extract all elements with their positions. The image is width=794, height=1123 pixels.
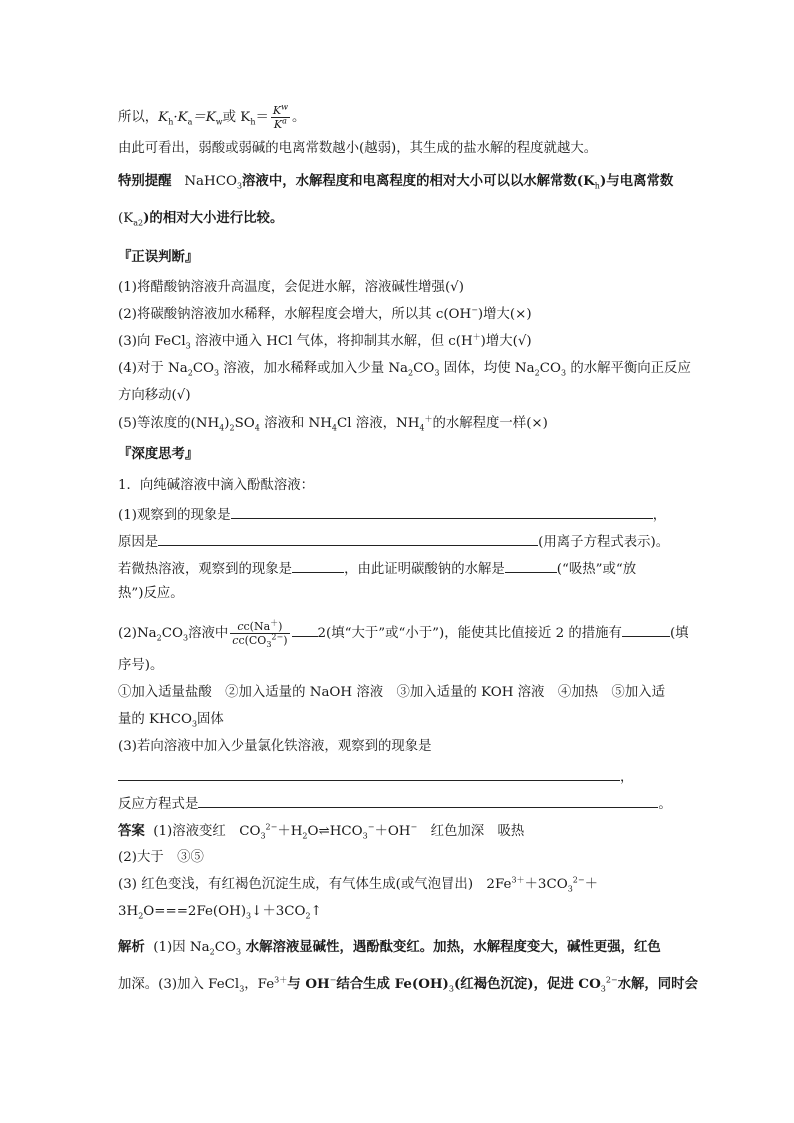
conclusion-line: 由此可看出，弱酸或弱碱的电离常数越小(越弱)，其生成的盐水解的程度就越大。 — [118, 141, 598, 156]
text: 溶液中通入 HCl 气体，将抑制其水解，但 c(H — [190, 334, 473, 349]
question-2: $(2)Na_2CO_3$溶液中 $\frac{cc(Na^+)}{cc(CO_3^{2-})}$ 2(填“大于”或“小于”)，能使其比值接近 2 的措施有 (填 — [118, 618, 689, 650]
text: 溶液中，水解程度和电离程度的相对大小可以以水解常数(K — [242, 173, 595, 189]
options-line-1: ①加入适量盐酸 ②加入适量的 NaOH 溶液 ③加入适量的 KOH 溶液 ④加热 ⑤加入适 — [118, 685, 665, 700]
text: ，由此证明碳酸钠的水解是 — [344, 562, 505, 577]
question-1-3 — [118, 558, 636, 579]
text: )增大(×) — [477, 307, 532, 322]
text: 若微热溶液，观察到的现象是 — [118, 562, 293, 577]
text: CO — [161, 626, 183, 641]
answer-line-2: (2)大于 ③⑤ — [118, 850, 204, 865]
answer-line-1: 答案 (1)溶液变红 $CO_3^{2-}+H_2O\rightleftharpoons HCO_3^-+OH^-$ 红色加深 吸热 — [118, 822, 525, 841]
text: (2)Na — [118, 626, 157, 641]
section-deep-thinking-title: 『深度思考』 — [118, 446, 199, 462]
explanation-line-1: 解析 (1)因 $Na_2CO_3$ 水解溶液显碱性，遇酚酞变红。加热，水解程度变大，碱性更强，红色 — [118, 939, 661, 957]
text: 溶液和 NH — [259, 416, 332, 431]
tip-label: 特别提醒 — [118, 173, 172, 189]
text: (K — [118, 211, 134, 226]
answer-blank[interactable] — [292, 558, 344, 573]
text: (3)向 FeCl — [118, 334, 186, 349]
question-2-cont: 序号)。 — [118, 658, 164, 673]
judgment-4-cont: 方向移动(√) — [118, 388, 191, 403]
answer-blank[interactable] — [198, 793, 658, 808]
text: ＋ — [584, 877, 598, 892]
section-judgment-title: 『正误判断』 — [118, 249, 199, 265]
answer-blank[interactable] — [118, 766, 620, 781]
text: ＋OH — [374, 824, 411, 839]
text: ，Fe — [244, 977, 275, 992]
explanation-label: 解析 — [118, 939, 145, 955]
text: 。 — [658, 797, 672, 812]
text: (红褐色沉淀)，促进 CO — [453, 976, 601, 992]
text: CO — [192, 361, 215, 376]
text: (1)因 Na — [153, 940, 210, 955]
text: Cl 溶液，NH — [337, 416, 420, 431]
answer-line-3: (3) 红色变浅，有红褐色沉淀生成，有气体生成(或气泡冒出) $2Fe^{3+}+3CO_3^{2-}+$ — [118, 875, 598, 894]
text: 3H — [118, 904, 139, 919]
text: (1)观察到的现象是 — [118, 508, 231, 523]
text: (2)将碳酸钠溶液加水稀释，水解程度会增大，所以其 c(OH — [118, 307, 472, 322]
judgment-5: (5)等浓度的$(NH_4)_2SO_4$ 溶液和 $NH_4Cl$ 溶液，$NH_4^+$的水解程度一样(×) — [118, 414, 548, 433]
text: 加深。(3)加入 FeCl — [118, 977, 240, 992]
fraction-na-co3: $\frac{cc(Na^+)}{cc(CO_3^{2-})}$ — [232, 618, 288, 650]
text: ＋3CO — [524, 877, 568, 892]
text: 结合生成 Fe(OH) — [336, 976, 449, 992]
text: ， — [652, 508, 667, 523]
text: )与电离常数 — [599, 173, 674, 189]
text: ↑ — [310, 904, 322, 919]
question-1-4: 热”)反应。 — [118, 586, 184, 601]
question-1-1 — [118, 504, 666, 525]
text: 水解溶液显碱性，遇酚酞变红。加热，水解程度变大，碱性更强，红色 — [241, 939, 661, 955]
text: SO — [234, 416, 255, 431]
text: 与 OH — [287, 976, 330, 992]
text: 或 K — [222, 110, 251, 125]
text: CO — [539, 361, 561, 376]
text: 溶液中 — [188, 626, 229, 641]
question-3-equation — [118, 793, 672, 814]
options-line-2: 量的 $KHCO_3$固体 — [118, 712, 224, 729]
text: CO — [214, 940, 236, 955]
text: (4)对于 Na — [118, 361, 188, 376]
text: O===2Fe(OH) — [143, 904, 247, 919]
text: CO — [413, 361, 435, 376]
text: (5)等浓度的(NH — [118, 416, 220, 431]
explanation-line-2: 加深。(3)加入 FeCl$_3$，$Fe^{3+}$与 OH−结合生成 $Fe(OH)_3$(红褐色沉淀)，促进 $CO_3^{2-}$水解，同时会 — [118, 975, 698, 994]
text: (用离子方程式表示)。 — [538, 535, 670, 550]
text: ·K — [173, 110, 188, 125]
judgment-3: (3)向 FeCl$_3$ 溶液中通入 HCl 气体，将抑制其水解，但 c(H＋)增大(√) — [118, 332, 532, 351]
tip-line-2: $(K_{a2})$的相对大小进行比较。 — [118, 210, 284, 228]
text: HCO — [329, 824, 363, 839]
answer-blank[interactable] — [505, 558, 557, 573]
text: ) — [224, 416, 230, 431]
text: (“吸热”或“放 — [556, 562, 637, 577]
text: c(CO — [238, 634, 267, 647]
text: ＝ — [255, 110, 269, 125]
text: 反应方程式是 — [118, 797, 199, 812]
text: 所以， — [118, 110, 159, 125]
text: 量的 KHCO — [118, 712, 192, 727]
text: 的水解平衡向正反应 — [566, 361, 691, 376]
judgment-4: (4)对于 $Na_2CO_3$ 溶液，加水稀释或加入少量 $Na_2CO_3$ 固体，均使 $Na_2CO_3$ 的水解平衡向正反应 — [118, 361, 691, 378]
fraction-kw-ka: $\frac{K^w}{K^a}$ — [272, 102, 288, 131]
question-3: (3)若向溶液中加入少量氯化铁溶液，观察到的现象是 — [118, 739, 432, 754]
text: 固体 — [197, 712, 224, 727]
text: ↓＋3CO — [251, 904, 306, 919]
text: (3) 红色变浅，有红褐色沉淀生成，有气体生成(或气泡冒出) 2Fe — [118, 877, 512, 892]
judgment-2: (2)将碳酸钠溶液加水稀释，水解程度会增大，所以其 c(OH−)增大(×) — [118, 305, 532, 322]
text: ＝K — [192, 110, 216, 125]
text: c(Na — [243, 620, 271, 633]
text: 溶液，加水稀释或加入少量 Na — [219, 361, 409, 376]
text: )增大(√) — [480, 334, 532, 349]
question-3-blank-line — [118, 766, 633, 787]
answer-label: 答案 — [118, 823, 145, 839]
text: (填 — [669, 626, 689, 641]
text: K — [158, 110, 169, 125]
answer-blank[interactable] — [622, 622, 670, 637]
text: 的水解程度一样(×) — [432, 416, 548, 431]
text: ， — [620, 770, 634, 785]
formula-line: 所以，$K_h\cdot K_a=K_w$或 $K_h=$ $\frac{K^w}{K^a}$ 。 — [118, 102, 306, 131]
text: 水解，同时会 — [617, 976, 698, 992]
question-1: 1．向纯碱溶液中滴入酚酞溶液： — [118, 478, 314, 493]
text: 原因是 — [118, 535, 159, 550]
answer-blank[interactable] — [231, 504, 653, 519]
text: (1)溶液变红 CO — [153, 824, 261, 839]
text: O — [307, 824, 319, 839]
text: 固体，均使 Na — [439, 361, 535, 376]
text: K — [273, 118, 283, 131]
text: )的相对大小进行比较。 — [143, 210, 284, 226]
question-1-2 — [118, 531, 669, 552]
text: 红色加深 吸热 — [417, 824, 525, 839]
tip-line-1: 特别提醒 NaHCO$_3$溶液中，水解程度和电离程度的相对大小可以以水解常数$(K_h)$与电离常数 — [118, 173, 674, 191]
answer-line-4: $3H_2O===2Fe(OH)_3↓+3CO_2↑$ — [118, 904, 322, 921]
text: 。 — [291, 110, 306, 125]
answer-blank[interactable] — [292, 622, 318, 637]
judgment-1: (1)将醋酸钠溶液升高温度，会促进水解，溶液碱性增强(√) — [118, 280, 464, 295]
text: ＋H — [277, 824, 303, 839]
text: NaHCO — [184, 174, 237, 189]
answer-blank[interactable] — [158, 531, 538, 546]
text: K — [272, 104, 282, 117]
text: 2(填“大于”或“小于”)，能使其比值接近 2 的措施有 — [317, 626, 622, 641]
